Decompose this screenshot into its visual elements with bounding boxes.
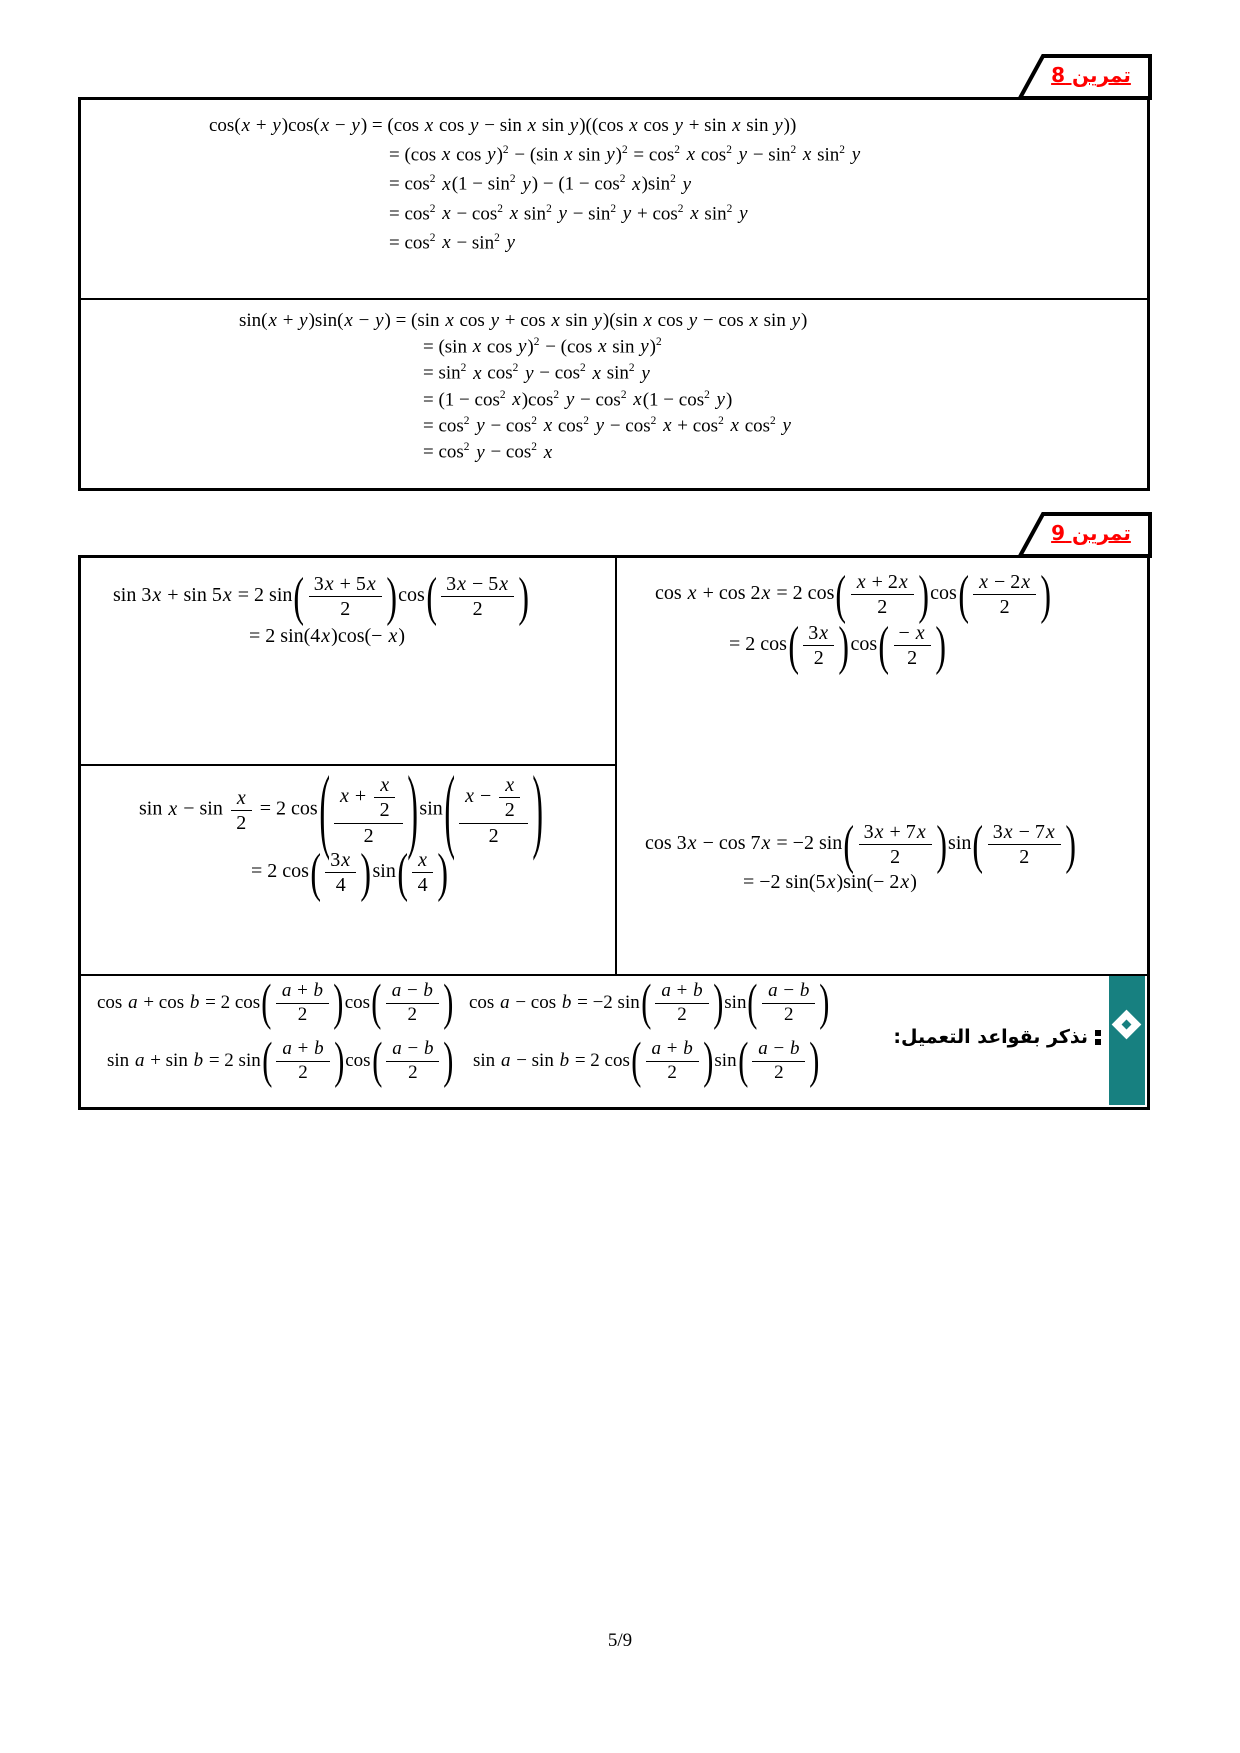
dots-bullet-icon bbox=[1095, 1030, 1101, 1045]
part-divider bbox=[81, 298, 1147, 300]
exercise9-box bbox=[78, 555, 1150, 1110]
reminder-label bbox=[893, 1026, 1101, 1048]
exercise8-tab-label: تمرين 8 bbox=[1051, 63, 1131, 87]
math-line: cos x + cos 2x = 2 cos( $\frac{x + 2x}{2}$ )cos( $\frac{x - 2x}{2}$ ) bbox=[655, 563, 1052, 625]
cell-sum-sines bbox=[81, 558, 615, 764]
exercise9-tab bbox=[1018, 512, 1152, 558]
formula-sin-plus-sin: sin a + sin b = 2 sin( $\frac{a + b}{2}$ )cos( $\frac{a - b}{2}$ ) bbox=[107, 1032, 454, 1090]
formula-cos-plus-cos: cos a + cos b = 2 cos( $\frac{a + b}{2}$ )cos( $\frac{a - b}{2}$ ) bbox=[97, 974, 454, 1032]
math-line: = $\cos^2 x - \sin^2 y$ bbox=[389, 231, 515, 254]
math-line: sin 3x + sin 5x = 2 sin( $\frac{3x + 5x}{2}$ )cos( $\frac{3x - 5x}{2}$ ) bbox=[113, 565, 530, 627]
math-line: = 2 sin(4x)cos(− x) bbox=[249, 625, 405, 647]
math-line: = $(1 - \cos^2 x)\cos^2$ $y - \cos^2 x(1 - \cos^2 y)$ bbox=[423, 388, 733, 410]
cell-sum-cosines bbox=[617, 558, 1150, 764]
exercise9-tab-label: تمرين 9 bbox=[1051, 521, 1131, 545]
cell-difference-sines bbox=[81, 755, 615, 974]
formula-sin-minus-sin: sin a − sin b = 2 cos( $\frac{a + b}{2}$ )sin( $\frac{a - b}{2}$ ) bbox=[473, 1032, 820, 1090]
exercise8-part2 bbox=[81, 306, 1147, 468]
factoring-rules-reminder bbox=[81, 974, 1147, 1107]
math-line: sin(x + y)sin(x − y) = (sin x cos y + cos x sin y)(sin x cos y − cos x sin y) bbox=[239, 310, 808, 331]
math-line: = $\cos^2 y - \cos^2 x$ bbox=[423, 441, 553, 463]
diamond-icon-inner bbox=[1122, 1020, 1132, 1030]
reminder-label-text: نذكر بقواعد التعميل: bbox=[893, 1026, 1088, 1048]
cell-difference-cosines bbox=[617, 764, 1150, 974]
math-line: = $\sin^2 x$ $\cos^2 y - \cos^2 x$ $\sin^2 y$ bbox=[423, 362, 650, 384]
math-line: = 2 cos( $\frac{3x}{4}$ )sin( $\frac{x}{4}$ ) bbox=[251, 841, 449, 903]
formula-cos-minus-cos: cos a − cos b = −2 sin( $\frac{a + b}{2}$ )sin( $\frac{a - b}{2}$ ) bbox=[469, 974, 830, 1032]
math-line: sin x − sin $\frac{x}{2}$ = 2 cos( x + $\frac{x}{2}$ 2 )sin( x − $\frac{x}{2}$ 2 ) bbox=[139, 755, 544, 862]
math-line: cos 3x − cos 7x = −2 sin( $\frac{3x + 7x}{2}$ )sin( $\frac{3x - 7x}{2}$ ) bbox=[645, 813, 1076, 875]
math-line: = −2 sin(5x)sin(− 2x) bbox=[743, 871, 917, 893]
math-line: = $\cos^2 x(1 - \sin^2 y) - (1 - \cos^2 x)\sin^2$ y bbox=[389, 173, 691, 195]
math-line: = $\cos^2 y - \cos^2 x$ $\cos^2 y - \cos^2 x + \cos^2 x$ $\cos^2 y$ bbox=[423, 414, 791, 437]
math-line: = (cos x cos y)$^2$ − (sin x $\sin y)^2 = \cos^2 x$ $\cos^2 y - \sin^2 x$ $\sin^2 y$ bbox=[389, 144, 861, 166]
exercise8-box bbox=[78, 97, 1150, 491]
math-line: = 2 cos( $\frac{3x}{2}$ )cos( $\frac{- x}{2}$ ) bbox=[729, 614, 946, 676]
page-number: 5/9 bbox=[607, 1630, 633, 1651]
math-line: = (sin x cos y)$^2$ − (cos x sin y)$^2$ bbox=[423, 336, 662, 358]
math-line: cos(x + y)cos(x − y) = (cos x cos y − sin x sin y)((cos x cos y + sin x sin y)) bbox=[209, 115, 797, 136]
exercise8-part1 bbox=[81, 108, 1147, 261]
reminder-accent-bar bbox=[1109, 976, 1145, 1105]
math-line: = $\cos^2 x - \cos^2 x$ $\sin^2 y - \sin^2 y + \cos^2 x$ $\sin^2 y$ bbox=[389, 202, 748, 224]
exercise8-tab bbox=[1018, 54, 1152, 100]
diamond-icon bbox=[1112, 1010, 1142, 1040]
